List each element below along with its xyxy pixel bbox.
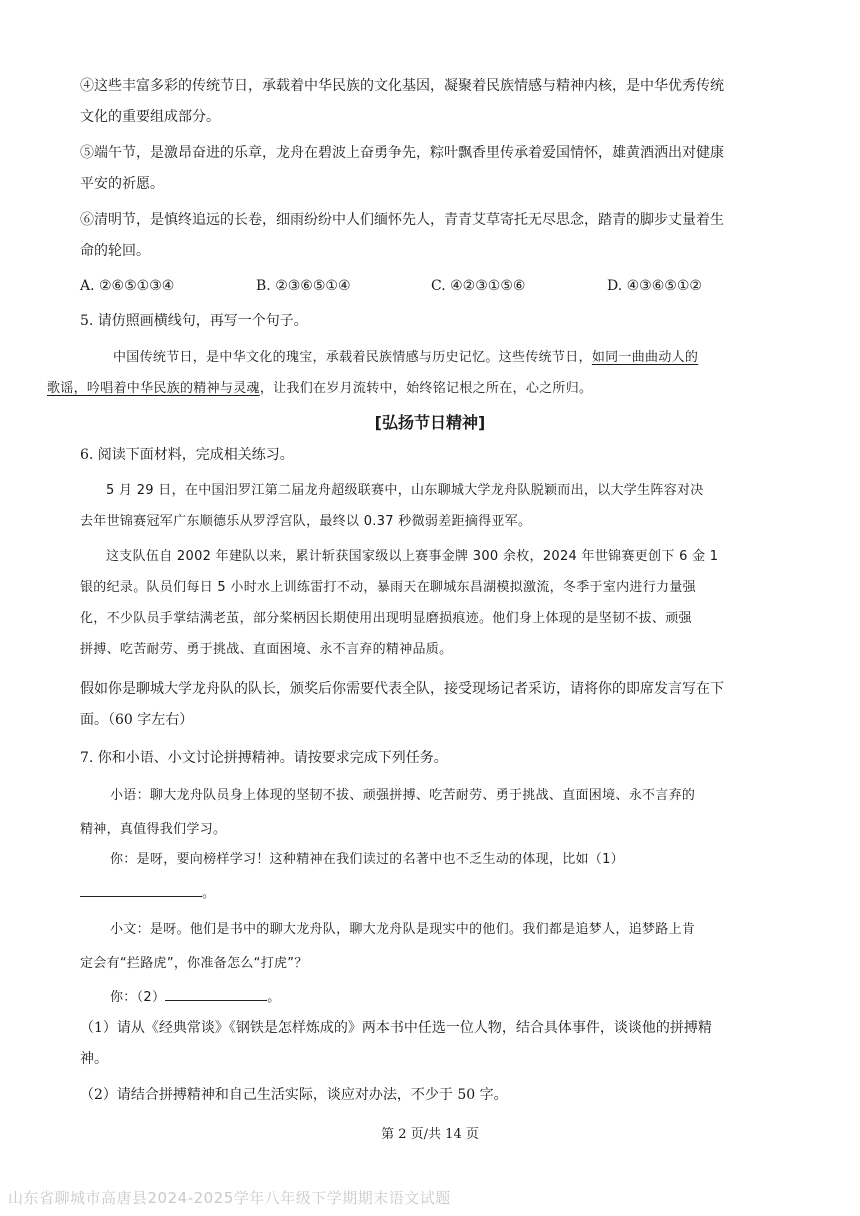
option-d: D. ④③⑥⑤①②	[607, 278, 702, 294]
question-6-stem: 6. 阅读下面材料，完成相关练习。	[80, 447, 294, 463]
question-5-stem: 5. 请仿照画横线句，再写一个句子。	[80, 313, 308, 329]
option-b: B. ②③⑥⑤①④	[256, 278, 351, 294]
q5-example-paragraph: 中国传统节日，是中华文化的瑰宝，承载着民族情感与历史记忆。这些传统节日，如同一曲曲动人的 歌谣，吟唱着中华民族的精神与灵魂，让我们在岁月流转中，始终铭记根之所在，心之所归。	[47, 350, 699, 396]
q7-subtask-1: （1）请从《经典常谈》《钢铁是怎样炼成的》两本书中任选一位人物，结合具体事件，谈谈他的拼搏精 神。	[80, 1020, 712, 1067]
q6-material-paragraph-2: 这支队伍自 2002 年建队以来，累计斩获国家级以上赛事金牌 300 余枚，2024 年世锦赛更创下 6 金 1 银的纪录。队员们每日 5 小时水上训练雷打不动，暴雨天在聊城东昌湖模拟激流，冬季于室内进行力量强 化，不少队员手掌结满老茧，部分桨柄因长期使用出现明显磨损痕迹。他们身上体现的是坚韧不拔、顽强 拼搏、吃苦耐劳、勇于挑战、直面困境、永不言弃的精神品质。	[80, 549, 719, 657]
q6-task: 假如你是聊城大学龙舟队的队长，颁奖后你需要代表全队，接受现场记者采访，请将你的即席发言写在下 面。（60 字左右）	[80, 681, 724, 728]
q7-subtask-2: （2）请结合拼搏精神和自己生活实际，谈应对办法，不少于 50 字。	[80, 1087, 508, 1103]
option-a: A. ②⑥⑤①③④	[80, 278, 175, 294]
sentence-6: ⑥清明节，是慎终追远的长卷，细雨纷纷中人们缅怀先人，青青艾草寄托无尽思念，踏青的脚步丈量着生 命的轮回。	[80, 212, 724, 259]
q6-material-paragraph-1: 5 月 29 日，在中国汨罗江第二届龙舟超级联赛中，山东聊城大学龙舟队脱颖而出，以大学生阵容对决 去年世锦赛冠军广东顺德乐从罗浮宫队，最终以 0.37 秒微弱差距摘得亚军。	[80, 483, 704, 529]
q5-underlined-sentence-cont: 歌谣，吟唱着中华民族的精神与灵魂	[47, 381, 260, 396]
answer-blank-2[interactable]	[165, 986, 267, 1001]
section-heading: [弘扬节日精神]	[374, 413, 486, 432]
sentence-4: ④这些丰富多彩的传统节日，承载着中华民族的文化基因，凝聚着民族情感与精神内核，是中华优秀传统 文化的重要组成部分。	[80, 78, 724, 125]
q7-dialogue-xiaowen: 小文：是呀。他们是书中的聊大龙舟队，聊大龙舟队是现实中的他们。我们都是追梦人，追梦路上肯 定会有“拦路虎”，你准备怎么“打虎”？	[80, 922, 696, 971]
q7-dialogue-you-1: 你：是呀，要向榜样学习！这种精神在我们读过的名著中也不乏生动的体现，比如（1） 。	[80, 843, 780, 911]
page-footer: 第 2 页/共 14 页	[381, 1127, 479, 1142]
answer-blank-1[interactable]	[80, 882, 202, 897]
watermark: 山东省聊城市高唐县2024-2025学年八年级下学期期末语文试题	[8, 1189, 451, 1207]
q7-dialogue-you-2: 你：（2） 。	[80, 982, 780, 1013]
q7-dialogue-xiaoyu: 小语：聊大龙舟队员身上体现的坚韧不拔、顽强拼搏、吃苦耐劳、勇于挑战、直面困境、永不言弃的 精神，真值得我们学习。	[80, 788, 696, 837]
option-c: C. ④②③①⑤⑥	[431, 278, 526, 294]
q5-underlined-sentence: 如同一曲曲动人的	[591, 350, 699, 365]
sentence-5: ⑤端午节，是激昂奋进的乐章，龙舟在碧波上奋勇争先，粽叶飘香里传承着爱国情怀，雄黄酒洒出对健康 平安的祈愿。	[80, 145, 724, 192]
question-7-stem: 7. 你和小语、小文讨论拼搏精神。请按要求完成下列任务。	[80, 750, 448, 766]
